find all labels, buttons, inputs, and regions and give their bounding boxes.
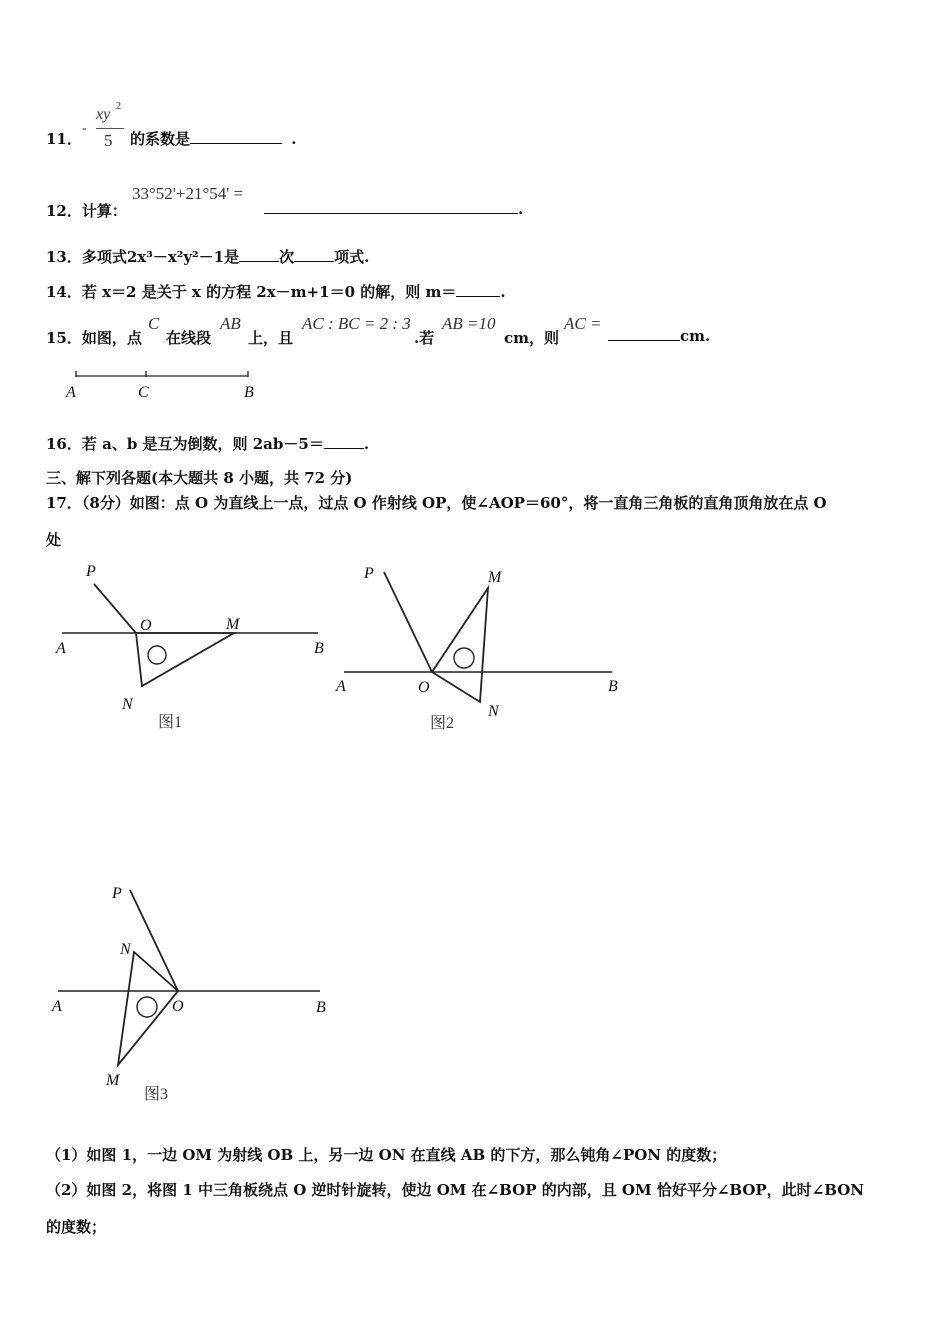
sub-question-2-line1: （2）如图 2，将图 1 中三角板绕点 O 逆时针旋转，使边 OM 在∠BOP 的内部，且 OM 恰好平分∠BOP，此时∠BON <box>46 1181 864 1199</box>
question-16 <box>46 433 369 454</box>
q15-t3-text: .若 <box>414 329 435 347</box>
q13-text1: 是 <box>224 248 240 266</box>
q16-end: . <box>363 435 370 453</box>
sub-question-2-line2: 的度数； <box>46 1218 107 1236</box>
q11-exponent: 2 <box>116 101 121 112</box>
q12-label: 12．计算： <box>46 202 127 220</box>
fig3-label-o: O <box>172 998 184 1015</box>
fig2-right-angle-circle <box>454 648 474 668</box>
q15-t2 <box>248 327 293 348</box>
q15-t5 <box>608 327 710 345</box>
segment-label-c: C <box>138 384 149 401</box>
q11-label: 的系数是 <box>130 130 191 148</box>
fig3-label-n: N <box>120 941 131 958</box>
segment-figure <box>60 365 280 405</box>
fig3-label-p: P <box>112 885 122 902</box>
q15-t3 <box>414 327 434 348</box>
q13-text3: 项式. <box>334 248 370 266</box>
q11-blank <box>190 141 282 144</box>
fig2-label-o: O <box>418 679 430 696</box>
q15-label: 15．如图，点 <box>46 329 142 347</box>
figure-3 <box>48 880 348 1110</box>
fig2-triangle <box>432 588 488 702</box>
fig2-ray-op <box>384 572 432 672</box>
q15-point-c: C <box>148 314 160 333</box>
figure-1 <box>48 560 338 740</box>
q12-blank <box>264 211 518 214</box>
q16-blank <box>324 446 364 449</box>
fig2-label-m: M <box>488 569 502 586</box>
q11-numerator: xy <box>96 106 111 123</box>
q13-text2: 次 <box>279 248 295 266</box>
fig1-right-angle-circle <box>148 646 166 664</box>
q15-segment-ab: AB <box>220 314 241 333</box>
q11-minus: - <box>82 121 87 136</box>
q11-end: . <box>291 130 297 148</box>
question-14 <box>46 281 506 302</box>
q13-label: 13．多项式 <box>46 248 127 266</box>
q15-blank <box>608 338 680 341</box>
q12-end: . <box>518 200 524 218</box>
fig3-triangle <box>118 952 178 1065</box>
question-15 <box>46 327 142 348</box>
q15-ac: AC = <box>564 314 602 333</box>
q12-expression: 33°52'+21°54' = <box>132 184 244 203</box>
q11-text <box>130 128 296 149</box>
fig3-label-m: M <box>106 1072 120 1089</box>
fig3-ray-op <box>130 890 178 991</box>
q13-polynomial: 2x³－x²y²－1 <box>126 248 225 266</box>
fig1-label-a: A <box>56 640 66 657</box>
sub-question-1: （1）如图 1，一边 OM 为射线 OB 上，另一边 ON 在直线 AB 的下方，那么钝角∠PON 的度数； <box>46 1146 727 1164</box>
q14-text: 14．若 x＝2 是关于 x 的方程 2x－m+1＝0 的解，则 m＝ <box>46 283 457 301</box>
segment-label-b: B <box>244 384 254 401</box>
question-17-line2: 处 <box>46 531 62 549</box>
q15-t4-text: cm，则 <box>504 329 560 347</box>
fig1-triangle <box>136 633 234 686</box>
q15-t4 <box>504 327 559 348</box>
q16-text: 16．若 a、b 是互为倒数，则 2ab－5＝ <box>46 435 324 453</box>
question-17-line1: 17．（8分）如图：点 O 为直线上一点，过点 O 作射线 OP，使∠AOP＝60°，将一直角三角板的直角顶角放在点 O <box>46 494 827 512</box>
figure-2 <box>330 560 640 740</box>
fig1-label-p: P <box>86 563 96 580</box>
q12-answer <box>264 200 523 218</box>
section-heading: 三、解下列各题(本大题共 8 小题，共 72 分) <box>46 469 353 487</box>
fig3-label-b: B <box>316 999 326 1016</box>
fig2-label-b: B <box>608 678 618 695</box>
question-11 <box>46 128 82 149</box>
fig1-label-m: M <box>226 616 240 633</box>
q11-number: 11． <box>46 130 82 148</box>
q14-end: . <box>500 283 506 301</box>
question-13 <box>46 246 369 267</box>
fig3-right-angle-circle <box>137 997 157 1017</box>
fig1-label-b: B <box>314 640 324 657</box>
fig1-label-o: O <box>140 617 152 634</box>
segment-label-a: A <box>66 384 76 401</box>
fig2-label-a: A <box>336 678 346 695</box>
q13-blank2 <box>294 259 334 262</box>
q15-t1 <box>166 327 211 348</box>
question-12 <box>46 200 127 221</box>
fig2-caption: 图2 <box>430 715 455 732</box>
q15-t2-text: 上，且 <box>248 329 294 347</box>
q14-blank <box>456 294 500 297</box>
fig2-label-p: P <box>364 565 374 582</box>
fig3-label-a: A <box>52 998 62 1015</box>
fig1-label-n: N <box>122 696 133 713</box>
q15-t1-text: 在线段 <box>166 329 212 347</box>
fig1-ray-op <box>94 584 136 633</box>
fig3-caption: 图3 <box>144 1086 169 1103</box>
q15-ratio: AC : BC = 2 : 3 <box>302 314 411 333</box>
q15-ab-value: AB =10 <box>442 314 496 333</box>
q11-fraction-bar <box>96 128 124 129</box>
q11-denominator: 5 <box>104 131 113 150</box>
fig1-caption: 图1 <box>158 714 183 731</box>
fig2-label-n: N <box>488 703 499 720</box>
q15-t5-text: cm. <box>680 327 711 345</box>
q13-blank1 <box>239 259 279 262</box>
